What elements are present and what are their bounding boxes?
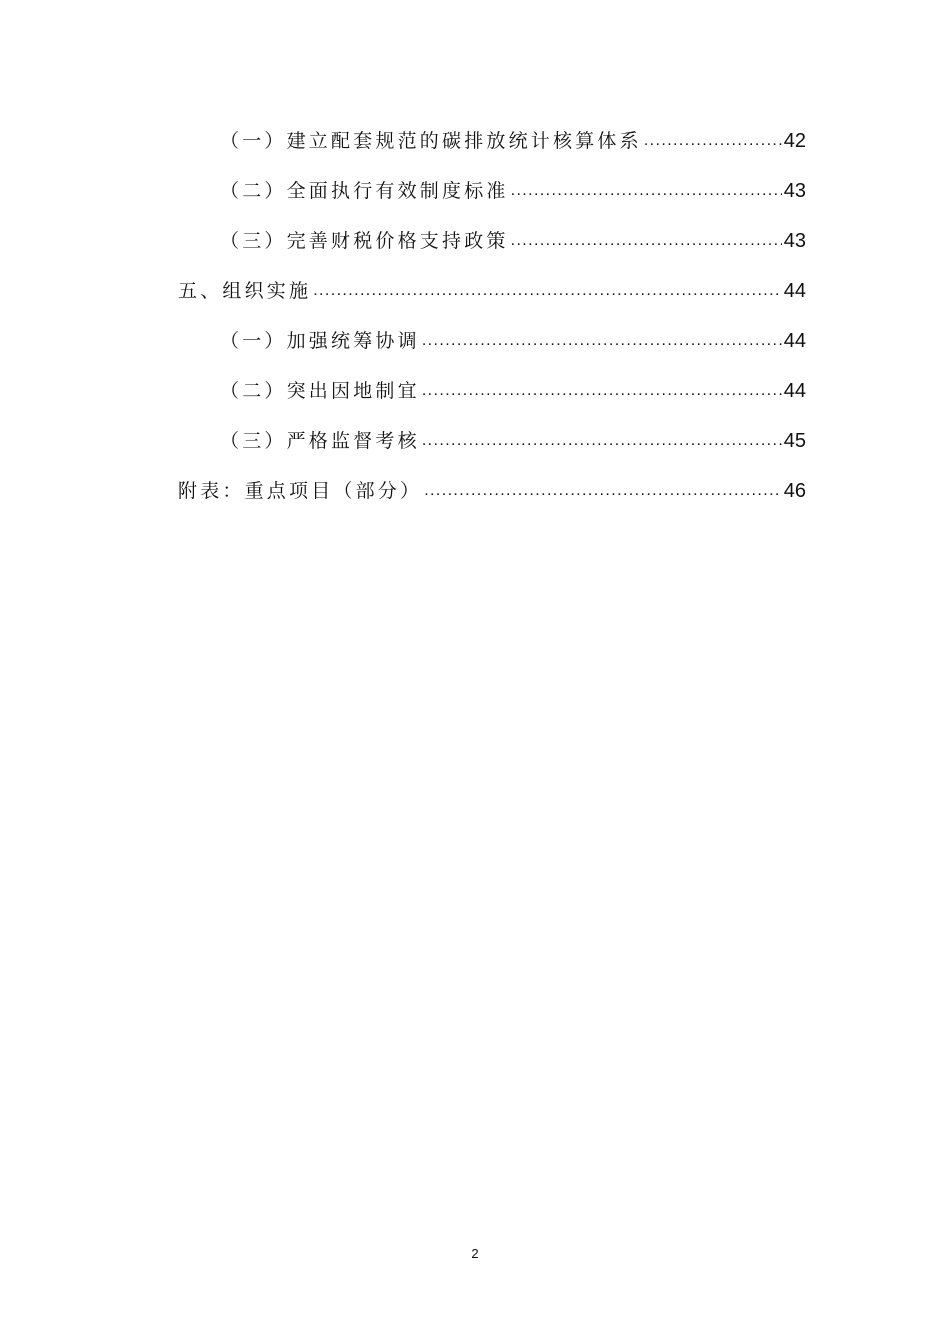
toc-entry-title: （一）加强统筹协调 — [220, 330, 420, 352]
toc-entry-page: 44 — [783, 380, 806, 402]
toc-entry-carbon-accounting[interactable] — [220, 126, 806, 156]
toc-entry-title: （三）完善财税价格支持政策 — [220, 230, 509, 252]
toc-dot-leader — [511, 176, 782, 206]
toc-entry-title: （三）严格监督考核 — [220, 430, 420, 452]
toc-entry-page: 43 — [783, 180, 806, 202]
page-number: 2 — [471, 1246, 479, 1261]
toc-entry-page: 46 — [783, 480, 806, 502]
toc-entry-title: （二）突出因地制宜 — [220, 380, 420, 402]
toc-entry-supervision[interactable] — [220, 426, 806, 456]
toc-dot-leader — [422, 376, 782, 406]
toc-entry-appendix[interactable] — [178, 476, 806, 506]
toc-entry-page: 42 — [783, 130, 806, 152]
toc-dot-leader — [644, 126, 782, 156]
toc-entry-title: （一）建立配套规范的碳排放统计核算体系 — [220, 130, 642, 152]
toc-dot-leader — [424, 476, 782, 506]
toc-entry-implementation[interactable] — [178, 276, 806, 306]
toc-dot-leader — [422, 326, 782, 356]
toc-dot-leader — [511, 226, 782, 256]
toc-entry-coordination[interactable] — [220, 326, 806, 356]
toc-entry-page: 44 — [783, 330, 806, 352]
toc-dot-leader — [313, 276, 782, 306]
toc-entry-title: （二）全面执行有效制度标准 — [220, 180, 509, 202]
toc-entry-title: 五、组织实施 — [178, 280, 312, 302]
toc-entry-page: 43 — [783, 230, 806, 252]
toc-dot-leader — [422, 426, 782, 456]
toc-entry-page: 44 — [783, 280, 806, 302]
toc-entry-title: 附表：重点项目（部分） — [178, 480, 423, 502]
toc-entry-fiscal-policy[interactable] — [220, 226, 806, 256]
toc-entry-standards[interactable] — [220, 176, 806, 206]
toc-entry-page: 45 — [783, 430, 806, 452]
toc-entry-local-conditions[interactable] — [220, 376, 806, 406]
